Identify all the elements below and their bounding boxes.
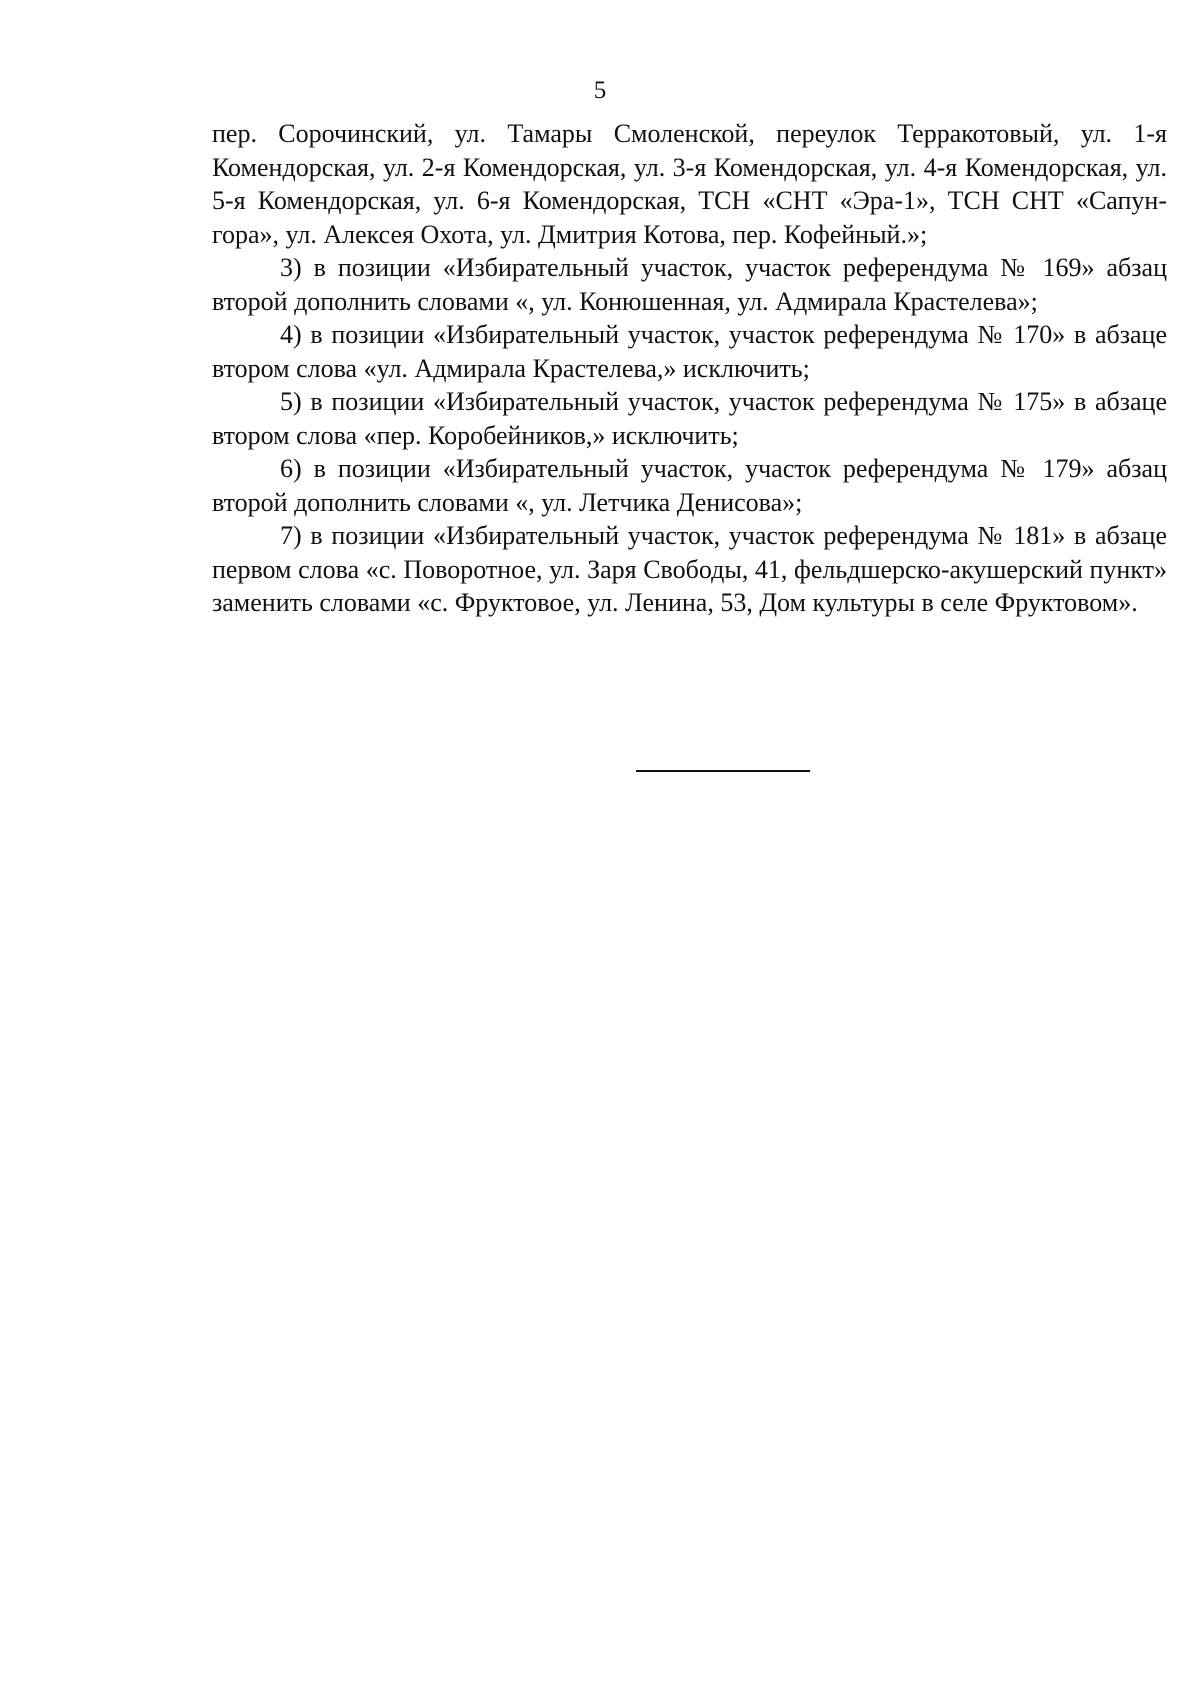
paragraph-item-4: 4) в позиции «Избирательный участок, участок референдума № 170» в абзаце втором слова «ул. Адмирала Крастелева,» исключить; bbox=[212, 320, 1167, 383]
paragraph-item-6: 6) в позиции «Избирательный участок, участок референдума № 179» абзац второй дополнить словами «, ул. Летчика Денисова»; bbox=[212, 454, 1167, 517]
paragraph-continuation: пер. Сорочинский, ул. Тамары Смоленской, переулок Терракотовый, ул. 1-я Комендорская, ул. 2-я Комендорская, ул. 3-я Комендорская, ул. 4-я Комендорская, ул. 5-я Комендорская, ул. 6-я Комендорская, ТСН «СНТ «Эра-1», ТСН СНТ «Сапун-гора», ул. Алексея Охота, ул. Дмитрия Котова, пер. Кофейный.»; bbox=[212, 119, 1167, 249]
document-body bbox=[212, 117, 1167, 620]
end-separator-line bbox=[636, 770, 810, 772]
paragraph-item-7: 7) в позиции «Избирательный участок, участок референдума № 181» в абзаце первом слова «с. Поворотное, ул. Заря Свободы, 41, фельдшерско-акушерский пункт» заменить словами «с. Фруктовое, ул. Ленина, 53, Дом культуры в селе Фруктовом». bbox=[212, 521, 1167, 617]
paragraph-item-3: 3) в позиции «Избирательный участок, участок референдума № 169» абзац второй дополнить словами «, ул. Конюшенная, ул. Адмирала Крастелева»; bbox=[212, 253, 1167, 316]
paragraph-item-5: 5) в позиции «Избирательный участок, участок референдума № 175» в абзаце втором слова «пер. Коробейников,» исключить; bbox=[212, 387, 1167, 450]
page-number: 5 bbox=[593, 77, 607, 104]
